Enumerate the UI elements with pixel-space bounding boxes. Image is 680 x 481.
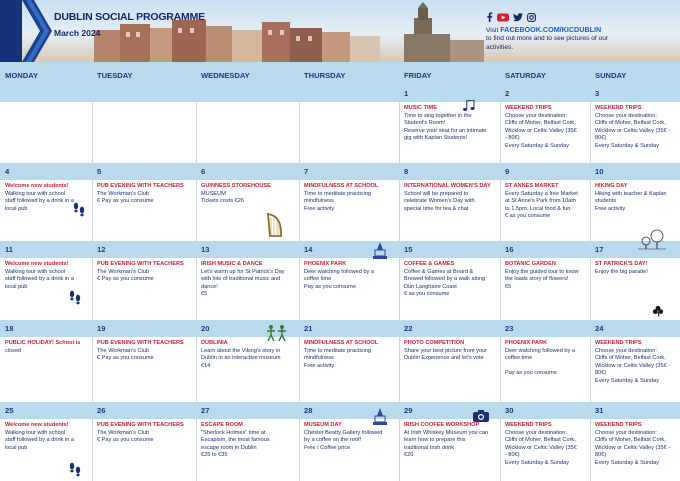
event-detail: Pay as you consume [505, 370, 557, 377]
page-title: DUBLIN SOCIAL PROGRAMME [54, 11, 205, 23]
event-detail: Brewed followed by a walk along [404, 276, 486, 283]
event-title: ESCAPE ROOM [201, 422, 243, 428]
day-header: FRIDAY [399, 62, 500, 85]
date-number [299, 85, 399, 102]
event-detail: Enjoy the big parade! [595, 268, 648, 275]
event-detail: closed [5, 347, 22, 354]
trees-icon [638, 228, 666, 255]
event-title: MUSEUM DAY [304, 422, 342, 428]
event-title: ST PATRICK'S DAY! [595, 261, 648, 267]
event-title: GUINNESS STOREHOUSE [201, 183, 271, 189]
day-header: WEDNESDAY [196, 62, 299, 85]
event-detail: Hiking with teacher & Kaplan [595, 190, 667, 197]
date-number [0, 85, 92, 102]
event-title: PHOENIX PARK [505, 340, 548, 346]
event-detail: Wicklow or Celtic Valley (35€ [505, 444, 577, 451]
footprints-icon [68, 290, 82, 311]
date-number: 7 [299, 163, 399, 180]
date-number: 18 [0, 320, 92, 337]
event-detail: The Workman's Club [97, 268, 149, 275]
day-cell[interactable] [590, 102, 680, 163]
event-detail: Time to meditate practicing [304, 347, 371, 354]
day-header: SUNDAY [590, 62, 680, 85]
date-number: 4 [0, 163, 92, 180]
day-cell[interactable] [299, 180, 399, 241]
event-detail: School will be prepared to [404, 190, 469, 197]
day-cell[interactable] [92, 419, 196, 481]
event-detail: Wicklow or Celtic Valley (35€ - [595, 362, 671, 369]
event-detail: gig with Kaplan Students! [404, 135, 468, 142]
date-number: 29 [399, 402, 500, 419]
event-detail: Cliffs of Moher, Belfast Cork, [595, 120, 666, 127]
event-title: IRISH COOFEE WORKSHOP [404, 422, 480, 428]
event-title: Welcome new students! [5, 422, 69, 428]
event-detail: Every Saturday & Sunday [595, 377, 660, 384]
event-detail: escape room in Dublin [201, 444, 257, 451]
event-detail: special time for tea & chat [404, 205, 469, 212]
day-cell[interactable] [299, 337, 399, 402]
day-cell[interactable] [196, 419, 299, 481]
event-title: PHOTO COMPETITION [404, 340, 465, 346]
event-detail: Cliffs of Moher, Belfast Cork, [505, 437, 576, 444]
event-detail: coffee time [304, 276, 332, 283]
event-detail: Wicklow or Celtic Valley (35€ - [595, 444, 671, 451]
event-detail: €25 to €35 [201, 452, 228, 459]
event-title: MUSIC TIME [404, 105, 437, 111]
event-detail: Every Saturday & Sunday [505, 459, 570, 466]
header-left-band [0, 0, 22, 62]
event-detail: Let's warm up for St Patrick's Day [201, 268, 285, 275]
event-detail: € Pay as you consume [97, 276, 154, 283]
event-detail: €14 [201, 362, 211, 369]
date-number: 11 [0, 241, 92, 258]
date-number: 21 [299, 320, 399, 337]
event-detail: Choose your destination: [595, 112, 657, 119]
event-detail: Every Saturday & Sunday [595, 459, 660, 466]
column-divider [196, 85, 197, 481]
date-number: 23 [500, 320, 590, 337]
date-number: 8 [399, 163, 500, 180]
event-detail: dance! [201, 283, 218, 290]
event-title: PUB EVENING WITH TEACHERS [97, 340, 184, 346]
event-title: PUBLIC HOLIDAY! School is [5, 340, 81, 346]
event-detail: € Pay as you consume [97, 437, 154, 444]
event-detail: local pub [5, 444, 28, 451]
event-detail: Choose your destination: [595, 429, 657, 436]
event-detail: Walking tour with school [5, 268, 66, 275]
dancers-icon [265, 324, 289, 347]
visit-info [486, 26, 676, 52]
day-cell[interactable] [92, 258, 196, 320]
event-detail: Time to sing together in the [404, 112, 472, 119]
event-detail: staff followed by a drink in a [5, 198, 74, 205]
day-cell[interactable] [590, 258, 680, 320]
column-divider [92, 85, 93, 481]
event-detail: Wicklow or Celtic Valley (35€ - [595, 127, 671, 134]
event-detail: The Workman's Club [97, 429, 149, 436]
harp-icon [266, 212, 284, 243]
event-detail [505, 363, 587, 371]
day-cell[interactable] [500, 258, 590, 320]
event-title: MINDFULNESS AT SCHOOL [304, 183, 379, 189]
landmark-icon [372, 408, 388, 431]
event-detail: Tickets costs €26 [201, 198, 245, 205]
event-title: IRISH MUSIC & DANCE [201, 261, 263, 267]
event-detail: € as you consume [505, 213, 551, 220]
event-detail: coffee time [505, 355, 533, 362]
day-cell[interactable] [590, 180, 680, 241]
event-detail: Choose your destination: [505, 112, 567, 119]
event-detail: Walking tour with school [5, 190, 66, 197]
event-detail: €5 [505, 283, 512, 290]
date-number: 16 [500, 241, 590, 258]
event-detail: € Pay as you consume [97, 355, 154, 362]
day-cell[interactable] [0, 337, 92, 402]
event-detail: - 80€) [505, 452, 520, 459]
visit-prefix: Visit [486, 27, 499, 34]
event-detail: 80€) [595, 135, 607, 142]
event-detail: Chester Beatty Gallery followed [304, 429, 383, 436]
date-number: 28 [299, 402, 399, 419]
event-title: ST ANNES MARKET [505, 183, 559, 189]
calendar-grid [0, 62, 680, 481]
event-title: WEEKEND TRIPS [595, 422, 642, 428]
event-title: WEEKEND TRIPS [505, 105, 552, 111]
day-cell[interactable] [399, 337, 500, 402]
event-detail: Cliffs of Moher, Belfast Cork, [505, 120, 576, 127]
event-title: PUB EVENING WITH TEACHERS [97, 261, 184, 267]
date-number: 10 [590, 163, 680, 180]
event-detail: 80€) [595, 452, 607, 459]
event-detail: celebrate Women's Day with [404, 198, 475, 205]
event-title: INTERNATIONAL WOMEN'S DAY [404, 183, 491, 189]
day-cell[interactable] [590, 337, 680, 402]
event-detail: students [595, 198, 617, 205]
event-detail: Enjoy the guided tour to know [505, 268, 579, 275]
event-detail: Deer watching followed by a [505, 347, 575, 354]
event-detail: Reserve your seat for an intimate [404, 127, 487, 134]
date-number [92, 85, 196, 102]
event-detail: Cliffs of Moher, Belfast Cork, [595, 437, 666, 444]
event-detail: Share your best picture from your [404, 347, 488, 354]
day-cell[interactable] [399, 419, 500, 481]
date-number: 13 [196, 241, 299, 258]
day-cell[interactable] [399, 102, 500, 163]
event-detail: Dun Laoghaire Coast [404, 283, 457, 290]
visit-line-2: to find out more and to see pictures of our [486, 35, 609, 43]
date-number: 19 [92, 320, 196, 337]
day-cell[interactable] [500, 180, 590, 241]
chevron-logo-icon [22, 0, 54, 62]
date-number: 22 [399, 320, 500, 337]
event-title: PHOENIX PARK [304, 261, 347, 267]
event-detail: Student's Room! [404, 120, 446, 127]
date-number: 20 [196, 320, 299, 337]
shamrock-icon [652, 304, 664, 322]
camera-icon [472, 409, 490, 428]
day-header: TUESDAY [92, 62, 196, 85]
date-number: 17 [590, 241, 680, 258]
facebook-icon[interactable] [486, 9, 493, 27]
music-notes-icon [462, 99, 476, 117]
day-cell [299, 102, 399, 163]
event-title: PUB EVENING WITH TEACHERS [97, 183, 184, 189]
event-detail: Free activity [595, 205, 626, 212]
event-detail: Dublin Experience and let's vote [404, 355, 484, 362]
event-title: PUB EVENING WITH TEACHERS [97, 422, 184, 428]
event-detail: Free activity [304, 362, 335, 369]
event-detail: 80€) [595, 370, 607, 377]
footprints-icon [72, 202, 86, 223]
date-number: 5 [92, 163, 196, 180]
date-number: 3 [590, 85, 680, 102]
event-title: MINDFULNESS AT SCHOOL [304, 340, 379, 346]
event-detail: mindfulness [304, 355, 334, 362]
event-title: BOTANIC GARDEN [505, 261, 556, 267]
event-detail: Choose your destination: [505, 429, 567, 436]
date-number: 30 [500, 402, 590, 419]
page-subtitle: March 2024 [54, 28, 101, 38]
event-detail: €20 [404, 452, 414, 459]
date-number: 25 [0, 402, 92, 419]
event-detail: € as you consume [404, 291, 450, 298]
title-box [54, 11, 205, 38]
column-divider [590, 85, 591, 481]
facebook-link[interactable]: FACEBOOK.COM/KICDUBLIN [500, 25, 602, 34]
date-number: 6 [196, 163, 299, 180]
day-cell[interactable] [399, 180, 500, 241]
event-detail: - 80€) [505, 135, 520, 142]
day-cell[interactable] [500, 102, 590, 163]
date-number: 1 [399, 85, 500, 102]
event-detail: at St Anne's Park from 10am [505, 198, 577, 205]
event-detail: Deer watching followed by a [304, 268, 374, 275]
column-divider [500, 85, 501, 481]
day-cell[interactable] [590, 419, 680, 481]
day-cell[interactable] [196, 258, 299, 320]
column-divider [299, 85, 300, 481]
event-detail: with lots of traditional music and [201, 276, 281, 283]
date-number: 2 [500, 85, 590, 102]
event-detail: € Pay as you consume [97, 198, 154, 205]
event-detail: Time to meditate practicing [304, 190, 371, 197]
event-detail: learn how to prepare this [404, 437, 466, 444]
day-cell [0, 102, 92, 163]
event-detail: traditional Irish drink [404, 444, 455, 451]
event-title: HIKING DAY [595, 183, 628, 189]
event-detail: Every Saturday & Sunday [595, 142, 660, 149]
date-number: 14 [299, 241, 399, 258]
event-detail: €5 [201, 291, 208, 298]
day-cell[interactable] [92, 180, 196, 241]
event-detail: staff followed by a drink in a [5, 437, 74, 444]
visit-line-1 [486, 26, 676, 35]
event-detail: The Workman's Club [97, 347, 149, 354]
header-banner [0, 0, 680, 62]
event-detail: local pub [5, 283, 28, 290]
event-detail: MUSEUM [201, 190, 226, 197]
day-cell[interactable] [500, 419, 590, 481]
event-detail: Every Saturday a free Market [505, 190, 578, 197]
date-number: 27 [196, 402, 299, 419]
column-divider [399, 85, 400, 481]
event-detail: local pub [5, 205, 28, 212]
event-detail: mindfulness [304, 198, 334, 205]
event-title: WEEKEND TRIPS [595, 105, 642, 111]
event-detail: Coffee & Games at Board & [404, 268, 474, 275]
event-detail: Dublin in an interactive museum [201, 355, 281, 362]
visit-line-3: activities. [486, 43, 514, 51]
day-cell [92, 102, 196, 163]
event-title: DUBLINIA [201, 340, 228, 346]
date-number: 15 [399, 241, 500, 258]
event-title: Welcome new students! [5, 261, 69, 267]
day-cell [196, 102, 299, 163]
day-cell[interactable] [299, 258, 399, 320]
day-header: MONDAY [0, 62, 92, 85]
date-number: 26 [92, 402, 196, 419]
date-number: 12 [92, 241, 196, 258]
event-detail: Free / Coffee price [304, 444, 351, 451]
event-detail: Wicklow or Celtic Valley (35€ [505, 127, 577, 134]
date-number: 9 [500, 163, 590, 180]
event-detail: Every Saturday & Sunday [505, 142, 570, 149]
day-cell[interactable] [500, 337, 590, 402]
event-title: WEEKEND TRIPS [595, 340, 642, 346]
event-detail: The Workman's Club [97, 190, 149, 197]
event-detail: Free activity [304, 205, 335, 212]
event-title: COFFEE & GAMES [404, 261, 455, 267]
footprints-icon [68, 462, 82, 481]
event-detail: staff followed by a drink in a [5, 276, 74, 283]
event-title: Welcome new students! [5, 183, 69, 189]
event-detail: Learn about the Viking's story in [201, 347, 281, 354]
event-detail: Escapism, the most famous [201, 437, 270, 444]
event-detail: the loads story of flowers! [505, 276, 569, 283]
event-detail: Pay as you consume [304, 283, 356, 290]
event-detail: At Irish Whiskey Museum you can [404, 429, 489, 436]
event-detail: to 1.5pm. Local food & fun. [505, 205, 572, 212]
day-header: SATURDAY [500, 62, 590, 85]
day-cell[interactable] [92, 337, 196, 402]
date-number: 24 [590, 320, 680, 337]
event-detail: "Sherlock Holmes" time at [201, 429, 266, 436]
date-number [196, 85, 299, 102]
event-detail: Cliffs of Moher, Belfast Cork, [595, 355, 666, 362]
date-number: 31 [590, 402, 680, 419]
landmark-icon [372, 242, 388, 265]
day-header: THURSDAY [299, 62, 399, 85]
event-detail: Choose your destination: [595, 347, 657, 354]
day-cell[interactable] [399, 258, 500, 320]
event-title: WEEKEND TRIPS [505, 422, 552, 428]
event-detail: by a coffee on the roof! [304, 437, 362, 444]
event-detail: Walking tour with school [5, 429, 66, 436]
